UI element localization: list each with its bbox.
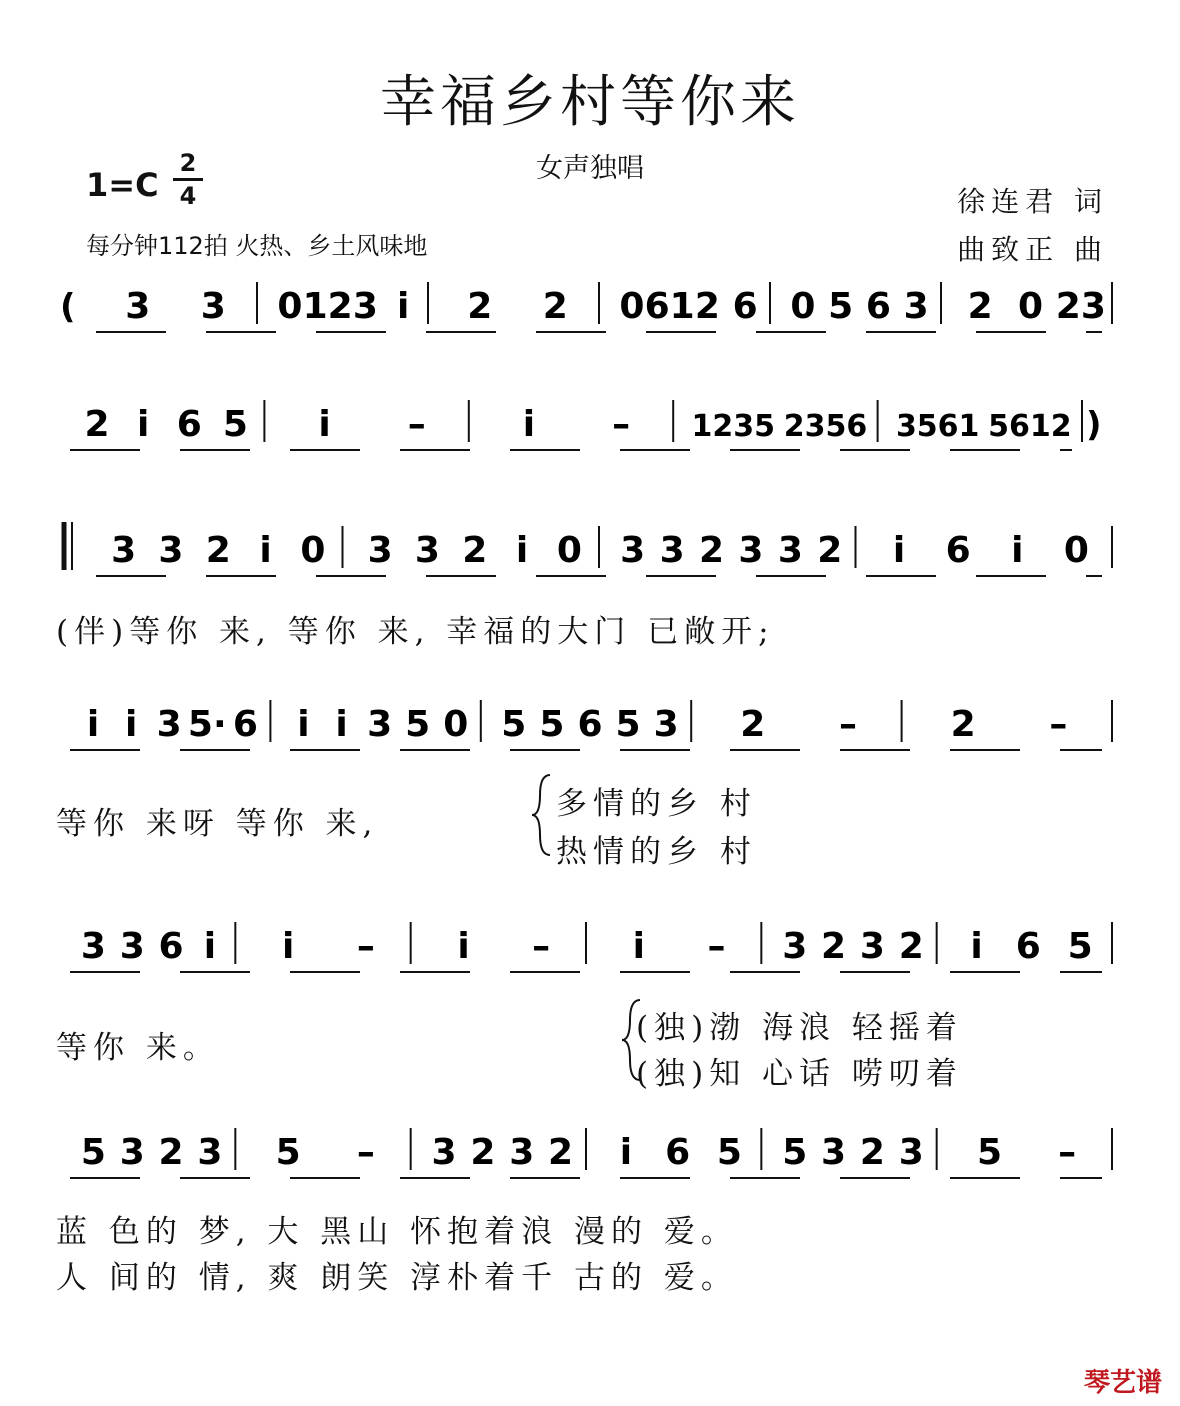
note: 2 — [699, 530, 725, 571]
note: i — [619, 1132, 633, 1173]
note: 0 — [1063, 530, 1089, 571]
note: 3 — [821, 1132, 847, 1173]
note: i — [318, 404, 331, 445]
note: i — [892, 530, 906, 571]
close-paren: ) — [1086, 405, 1102, 445]
time-bottom: 4 — [179, 182, 197, 210]
note: 3 — [80, 926, 106, 967]
note: 3 — [367, 704, 393, 745]
note: 3 — [200, 286, 226, 327]
note: 3 — [119, 926, 145, 967]
lyric-line-3-verse-1: (独)渤 海浪 轻摇着 — [636, 1010, 963, 1046]
lyric-line-1: (伴)等你 来, 等你 来, 幸福的大门 已敞开; — [56, 614, 775, 650]
note: 6 — [945, 530, 971, 571]
note: 2 — [84, 404, 110, 445]
key-signature: 1=C — [86, 166, 159, 204]
note: 2 — [158, 1132, 184, 1173]
note: i — [335, 704, 348, 745]
note: 3 — [620, 530, 646, 571]
lyric-line-2-verse-1: 多情的乡 村 — [556, 786, 757, 822]
note: 3 — [898, 1132, 924, 1173]
note: 5612 — [988, 409, 1072, 444]
note: i — [297, 704, 310, 745]
note: 3 — [158, 530, 184, 571]
lyric-line-3-verse-2: (独)知 心话 唠叨着 — [636, 1056, 963, 1092]
note: 2 — [817, 530, 843, 571]
note: 2 — [967, 286, 993, 327]
note: 2356 — [783, 409, 868, 444]
lyric-line-2: 等你 来呀 等你 来, — [56, 806, 379, 842]
note: 2 — [205, 530, 231, 571]
time-top: 2 — [179, 149, 197, 177]
note: 0 — [619, 286, 645, 327]
note: 12 — [302, 286, 353, 327]
note: i — [1011, 530, 1024, 571]
note: 6 — [232, 704, 258, 745]
note: 5· — [187, 704, 227, 745]
lyric-brace — [532, 775, 550, 855]
note: 3 — [119, 1132, 145, 1173]
note: 3 — [156, 704, 182, 745]
note: 5 — [716, 1132, 742, 1173]
note: 1235 — [691, 409, 776, 444]
note: 5 — [1067, 926, 1093, 967]
note: 2 — [470, 1132, 496, 1173]
note: – — [356, 1132, 375, 1173]
note: 5 — [275, 1132, 301, 1173]
note: 2 — [548, 1132, 574, 1173]
note: 0 — [277, 286, 303, 327]
lyric-line-4-verse-2: 人 间的 情, 爽 朗笑 淳朴着千 古的 爱。 — [56, 1260, 738, 1296]
note: 5 — [501, 704, 527, 745]
tempo-marking: 每分钟112拍 火热、乡土风味地 — [86, 232, 428, 260]
note: 0 — [443, 704, 469, 745]
lyric-line-3: 等你 来。 — [56, 1030, 220, 1066]
note: 61 — [644, 286, 695, 327]
note: i — [515, 530, 529, 571]
lyric-line-2-verse-2: 热情的乡 村 — [556, 834, 757, 870]
note: – — [356, 926, 375, 967]
note: 3 — [859, 926, 885, 967]
note: i — [632, 926, 646, 967]
note: 3 — [352, 286, 378, 327]
note: 2 — [898, 926, 924, 967]
note: i — [203, 926, 217, 967]
note: 2 — [740, 704, 766, 745]
note: 3 — [509, 1132, 535, 1173]
note: 2 — [694, 286, 720, 327]
note: – — [1058, 1132, 1077, 1173]
note: i — [522, 404, 536, 445]
note: 0 — [790, 286, 816, 327]
note: 2 — [467, 286, 493, 327]
note: 2 — [821, 926, 847, 967]
note: 3 — [653, 704, 679, 745]
note: 2 — [950, 704, 976, 745]
note: i — [457, 926, 470, 967]
note: 3 — [111, 530, 137, 571]
note: i — [396, 286, 410, 327]
note: 5 — [539, 704, 565, 745]
note: i — [136, 404, 150, 445]
note: 6 — [732, 286, 758, 327]
note: 5 — [828, 286, 854, 327]
note: 6 — [176, 404, 202, 445]
song-title: 幸福乡村等你来 — [380, 70, 800, 135]
note: 3 — [125, 286, 151, 327]
note: i — [281, 926, 295, 967]
note: 0 — [1017, 286, 1044, 327]
note: 6 — [865, 286, 891, 327]
note: 5 — [405, 704, 431, 745]
note: – — [1049, 704, 1068, 745]
note: 5 — [976, 1132, 1003, 1173]
note: 0 — [300, 530, 326, 571]
note: 2 — [542, 286, 568, 327]
note: 3 — [197, 1132, 223, 1173]
note: 6 — [158, 926, 184, 967]
note: 3 — [367, 530, 393, 571]
note: 5 — [80, 1132, 106, 1173]
note: 6 — [1015, 926, 1041, 967]
note: – — [532, 926, 551, 967]
note: 3 — [738, 530, 764, 571]
note: 3 — [903, 286, 929, 327]
note: – — [839, 704, 857, 745]
note: 3 — [782, 926, 808, 967]
note: – — [407, 404, 426, 445]
lyricist-credit: 徐连君 词 — [957, 185, 1108, 218]
note: 5 — [615, 704, 641, 745]
note: 6 — [577, 704, 603, 745]
note: 0 — [556, 530, 582, 571]
note: 3561 — [895, 409, 980, 444]
open-paren: ( — [60, 287, 76, 327]
note: 6 — [665, 1132, 691, 1173]
composer-credit: 曲致正 曲 — [957, 233, 1108, 266]
note: 23 — [1055, 286, 1106, 327]
note: i — [259, 530, 272, 571]
note: 3 — [431, 1132, 457, 1173]
performance-type: 女声独唱 — [536, 153, 644, 184]
note: – — [612, 404, 631, 445]
watermark-logo: 琴艺谱 — [1083, 1368, 1162, 1398]
note: 5 — [782, 1132, 808, 1173]
lyric-line-4-verse-1: 蓝 色的 梦, 大 黑山 怀抱着浪 漫的 爱。 — [56, 1214, 738, 1250]
note: 2 — [859, 1132, 885, 1173]
note: 5 — [222, 404, 248, 445]
note: 3 — [777, 530, 803, 571]
note: i — [124, 704, 138, 745]
note: i — [86, 704, 100, 745]
note: – — [707, 926, 726, 967]
note: 3 — [414, 530, 440, 571]
note: 3 — [659, 530, 685, 571]
note: i — [970, 926, 983, 967]
note: 2 — [462, 530, 488, 571]
